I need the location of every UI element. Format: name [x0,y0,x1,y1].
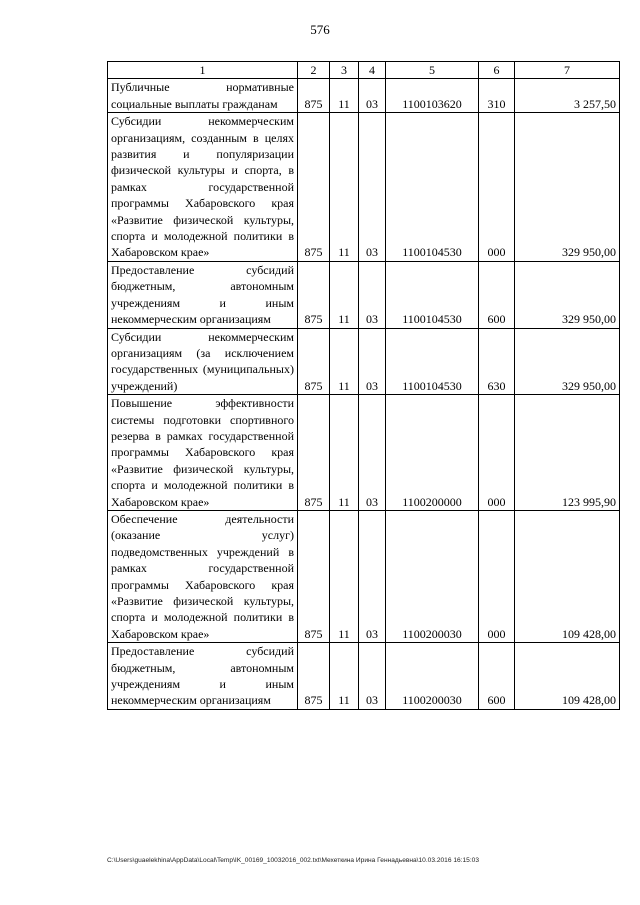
row-ministry-code: 875 [298,643,330,710]
budget-table [107,61,620,710]
row-name: Публичные нормативные социальные выплаты гражданам [108,79,298,113]
column-header-2: 2 [298,62,330,79]
row-expense-type: 600 [479,261,515,328]
row-target-code: 1100104530 [386,328,479,395]
table-row [108,113,620,262]
row-amount: 329 950,00 [515,261,620,328]
row-amount: 123 995,90 [515,395,620,511]
row-subsection-code: 03 [359,510,386,642]
row-amount: 329 950,00 [515,328,620,395]
row-ministry-code: 875 [298,113,330,262]
column-header-1: 1 [108,62,298,79]
row-expense-type: 630 [479,328,515,395]
row-target-code: 1100200000 [386,395,479,511]
column-header-4: 4 [359,62,386,79]
column-header-6: 6 [479,62,515,79]
row-subsection-code: 03 [359,261,386,328]
row-name: Повышение эффективности системы подготовки спортивного резерва в рамках государственной программы Хабаровского края «Развитие физической культуры, спорта и молодежной политики в Хабаровском крае» [108,395,298,511]
row-target-code: 1100104530 [386,113,479,262]
row-subsection-code: 03 [359,395,386,511]
row-ministry-code: 875 [298,79,330,113]
row-name: Обеспечение деятельности (оказание услуг) подведомственных учреждений в рамках государственной программы Хабаровского края «Развитие физической культуры, спорта и молодежной политики в Хабаровском крае» [108,510,298,642]
row-section-code: 11 [330,261,359,328]
row-ministry-code: 875 [298,395,330,511]
row-subsection-code: 03 [359,643,386,710]
row-section-code: 11 [330,510,359,642]
row-expense-type: 310 [479,79,515,113]
row-subsection-code: 03 [359,328,386,395]
row-expense-type: 000 [479,510,515,642]
table-row [108,261,620,328]
column-header-5: 5 [386,62,479,79]
column-header-3: 3 [330,62,359,79]
row-name: Предоставление субсидий бюджетным, автономным учреждениям и иным некоммерческим организациям [108,643,298,710]
table-row [108,328,620,395]
row-section-code: 11 [330,395,359,511]
table-row [108,510,620,642]
row-expense-type: 600 [479,643,515,710]
row-ministry-code: 875 [298,261,330,328]
row-section-code: 11 [330,79,359,113]
row-target-code: 1100200030 [386,643,479,710]
file-path-footer: C:\Users\guaelekhina\AppData\Local\Temp\IK_00169_10032016_002.txt\Мехеткина Ирина Геннадьевна\10.03.2016 16:15:03 [107,857,480,864]
table-row [108,79,620,113]
row-amount: 109 428,00 [515,510,620,642]
row-subsection-code: 03 [359,79,386,113]
row-ministry-code: 875 [298,510,330,642]
column-header-7: 7 [515,62,620,79]
row-section-code: 11 [330,113,359,262]
row-expense-type: 000 [479,395,515,511]
row-target-code: 1100104530 [386,261,479,328]
row-section-code: 11 [330,328,359,395]
row-ministry-code: 875 [298,328,330,395]
row-section-code: 11 [330,643,359,710]
table-row [108,395,620,511]
row-amount: 3 257,50 [515,79,620,113]
row-subsection-code: 03 [359,113,386,262]
row-name: Субсидии некоммерческим организациям, созданным в целях развития и популяризации физической культуры и спорта, в рамках государственной программы Хабаровского края «Развитие физической культуры, спорта и молодежной политики в Хабаровском крае» [108,113,298,262]
row-target-code: 1100200030 [386,510,479,642]
page-number: 576 [310,22,330,37]
row-amount: 109 428,00 [515,643,620,710]
row-name: Субсидии некоммерческим организациям (за исключением государственных (муниципальных) учреждений) [108,328,298,395]
row-target-code: 1100103620 [386,79,479,113]
row-expense-type: 000 [479,113,515,262]
table-row [108,643,620,710]
row-amount: 329 950,00 [515,113,620,262]
header-row [108,62,620,79]
row-name: Предоставление субсидий бюджетным, автономным учреждениям и иным некоммерческим организациям [108,261,298,328]
